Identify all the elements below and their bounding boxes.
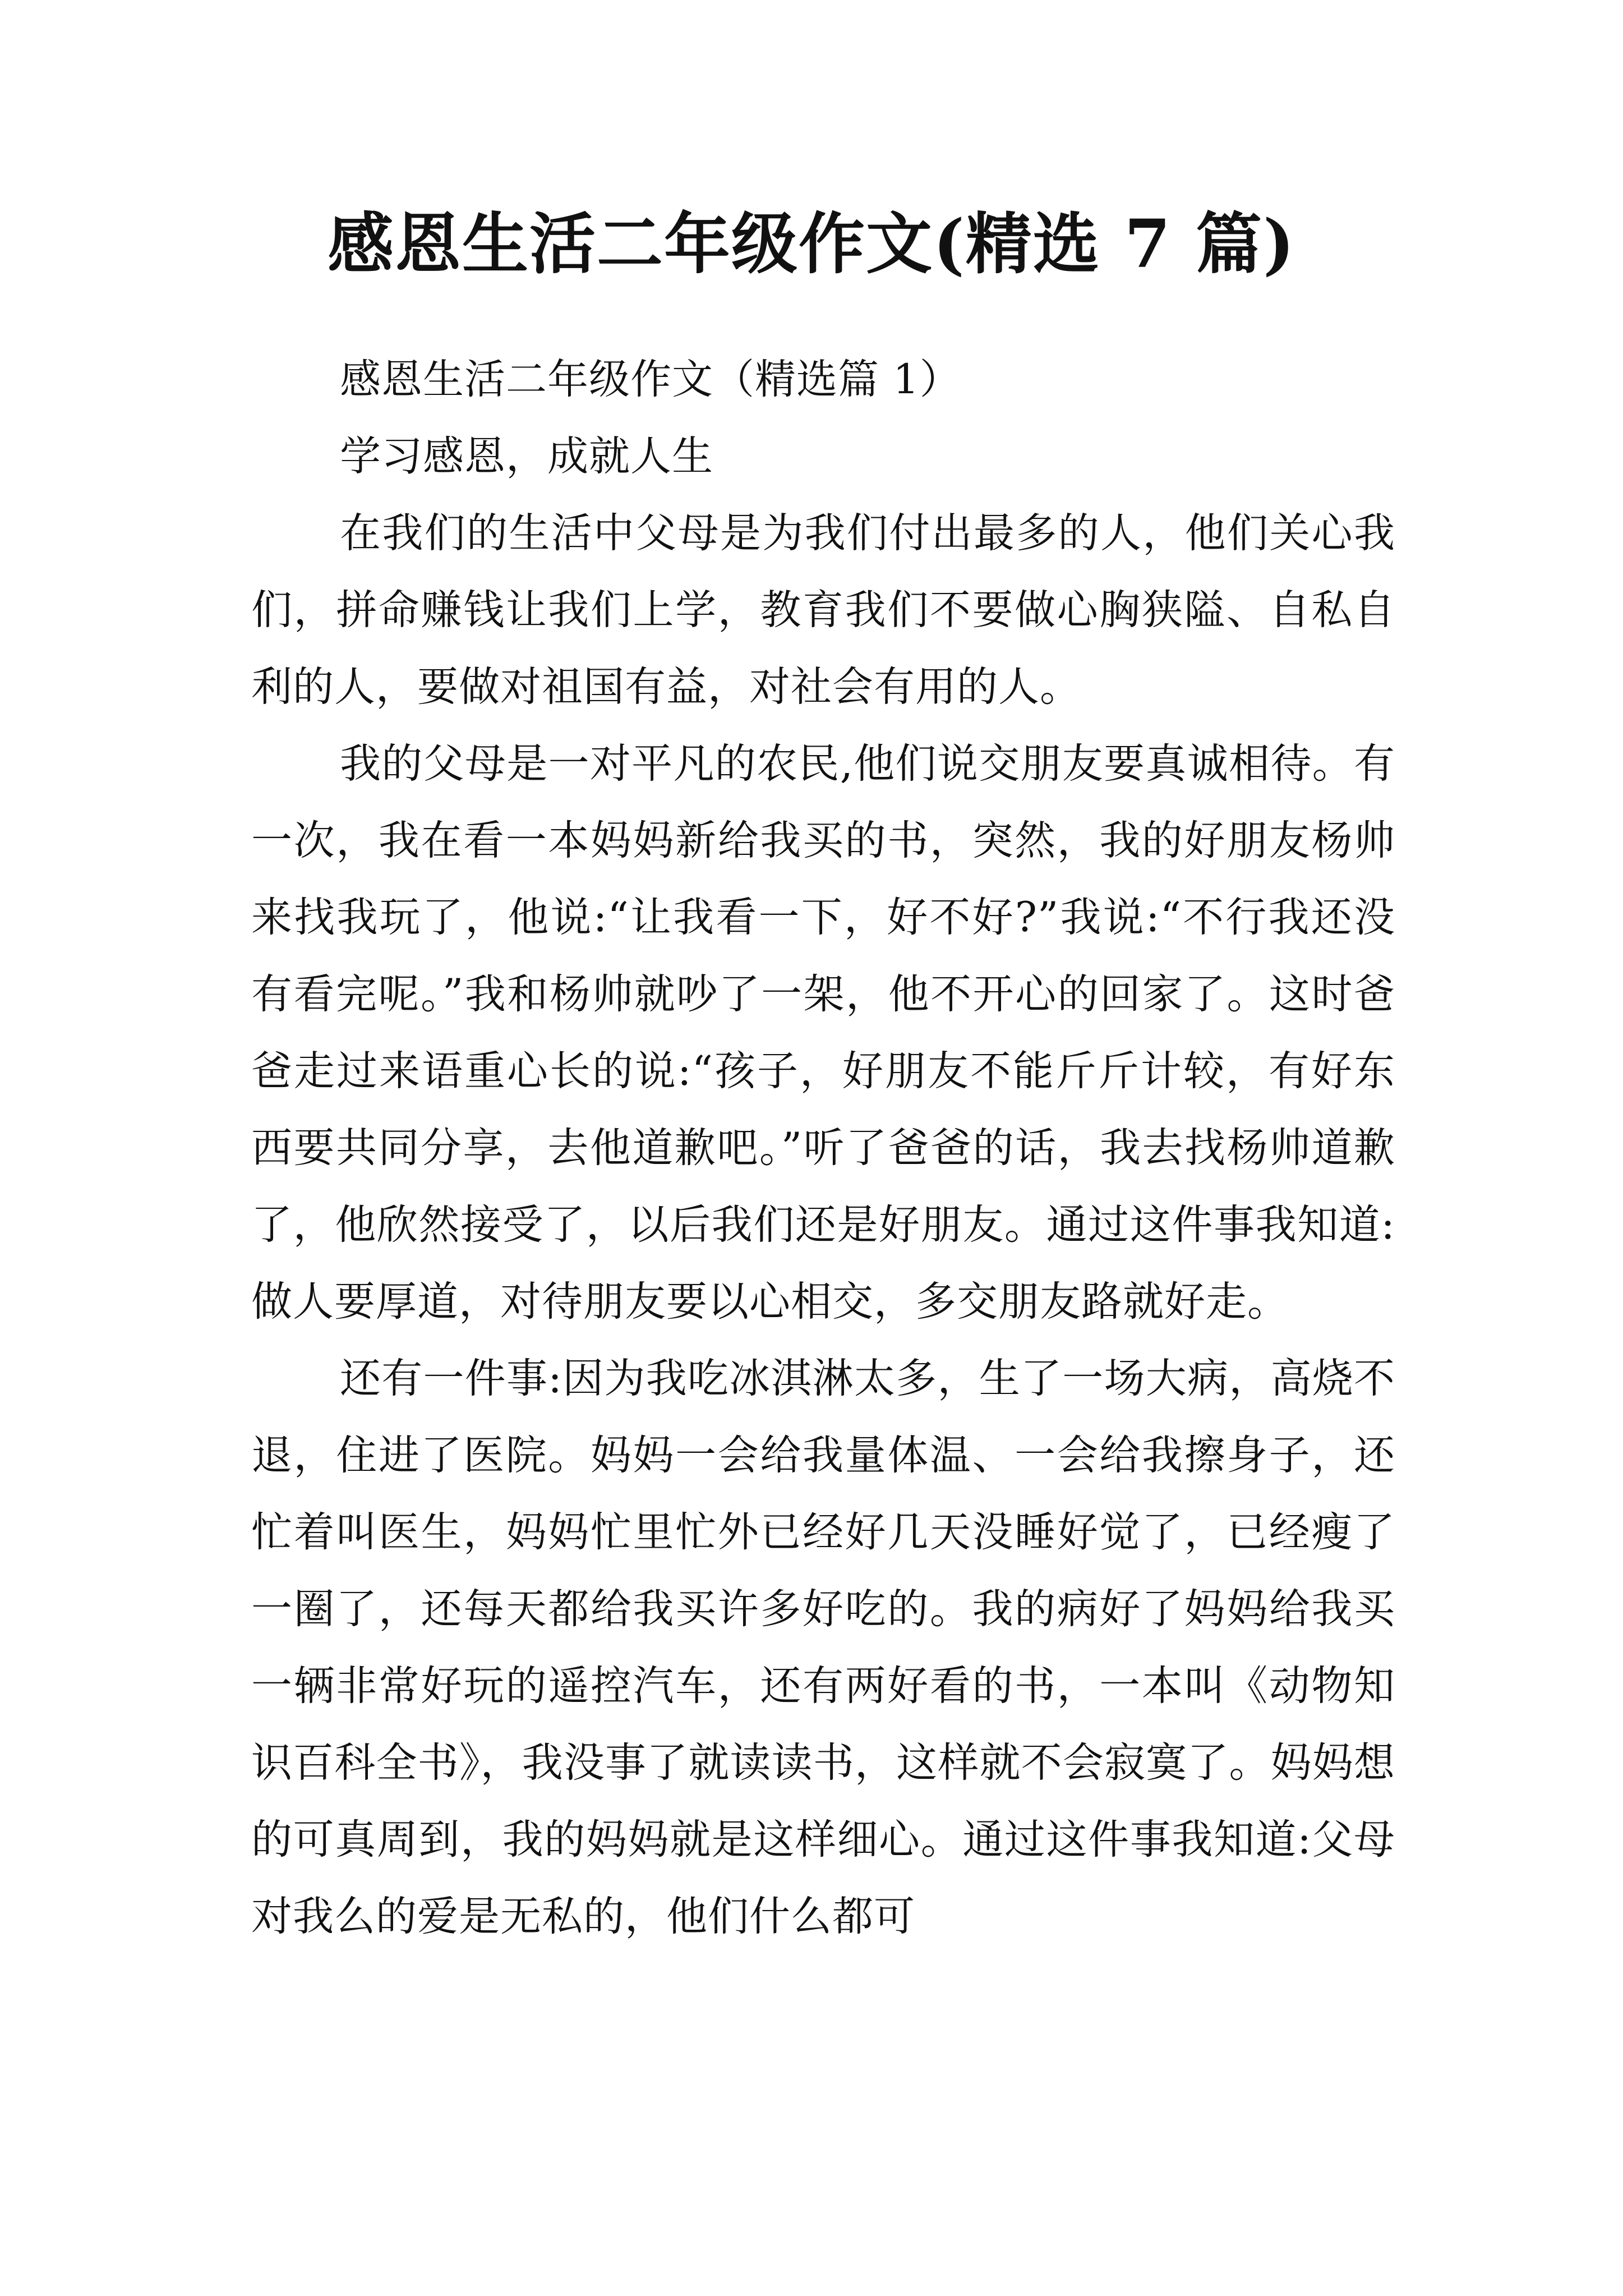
paragraph: 我的父母是一对平凡的农民,他们说交朋友要真诚相待。有一次，我在看一本妈妈新给我买的书，突然，我的好朋友杨帅来找我玩了，他说:“让我看一下，好不好?”我说:“不行我还没有看完呢。”我和杨帅就吵了一架，他不开心的回家了。这时爸爸走过来语重心长的说:“孩子，好朋友不能斤斤计较，有好东西要共同分享，去他道歉吧。”听了爸爸的话，我去找杨帅道歉了，他欣然接受了，以后我们还是好朋友。通过这件事我知道:做人要厚道，对待朋友要以心相交，多交朋友路就好走。 — [251, 740, 1395, 1326]
document-title: 感恩生活二年级作文(精选 7 篇) — [328, 205, 1295, 283]
document-body — [251, 341, 1395, 1955]
paragraph: 在我们的生活中父母是为我们付出最多的人，他们关心我们，拼命赚钱让我们上学，教育我们不要做心胸狭隘、自私自利的人，要做对祖国有益，对社会有用的人。 — [251, 509, 1395, 711]
paragraph: 还有一件事:因为我吃冰淇淋太多，生了一场大病，高烧不退，住进了医院。妈妈一会给我量体温、一会给我擦身子，还忙着叫医生，妈妈忙里忙外已经好几天没睡好觉了，已经瘦了一圈了，还每天都给我买许多好吃的。我的病好了妈妈给我买一辆非常好玩的遥控汽车，还有两好看的书，一本叫《动物知识百科全书》，我没事了就读读书，这样就不会寂寞了。妈妈想的可真周到，我的妈妈就是这样细心。通过这件事我知道:父母对我么的爱是无私的，他们什么都可 — [251, 1355, 1395, 1940]
section-heading: 感恩生活二年级作文（精选篇 1） — [340, 356, 961, 403]
essay-title: 学习感恩，成就人生 — [340, 432, 713, 480]
